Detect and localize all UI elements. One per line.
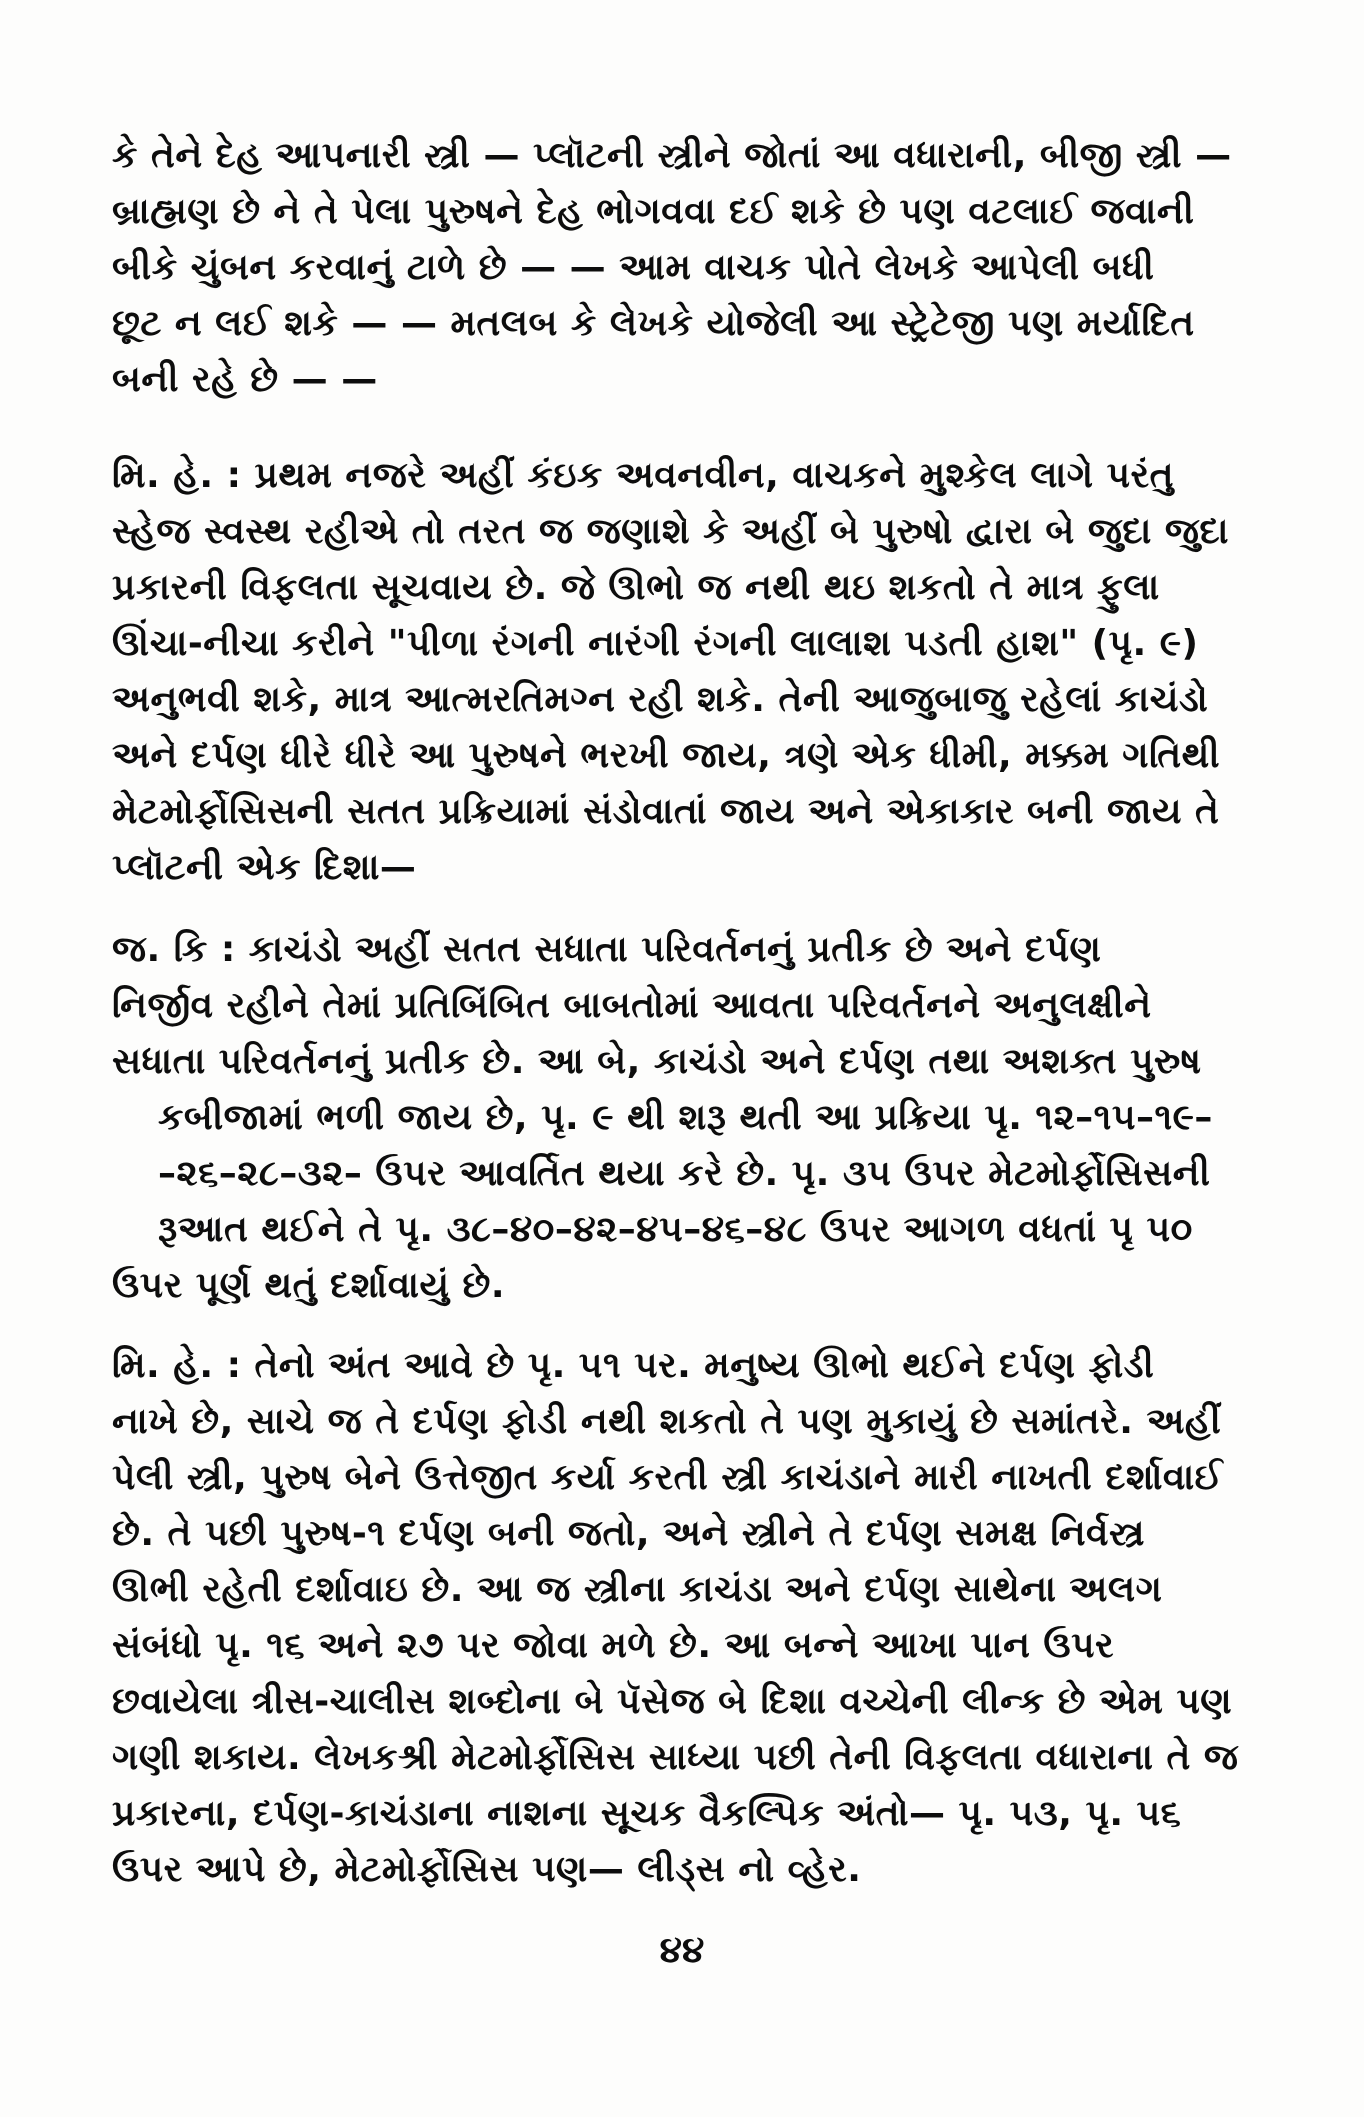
paragraph-4 [112, 1338, 1252, 1898]
text-line: સંબંધો પૃ. ૧૬ અને ૨૭ પર જોવા મળે છે. આ બન્ને આખા પાન ઉપર [112, 1625, 1115, 1666]
text-line: ઊંચા-નીચા કરીને "પીળા રંગની નારંગી રંગની લાલાશ પડતી હાશ" (પૃ. ૯) [112, 623, 1199, 664]
text-line: પ્લૉટની એક દિશા— [112, 847, 417, 888]
text-line: બ્રાહ્મણ છે ને તે પેલા પુરુષને દેહ ભોગવવા દઈ શકે છે પણ વટલાઈ જવાની [112, 191, 1195, 232]
text-line: નાખે છે, સાચે જ તે દર્પણ ફોડી નથી શકતો તે પણ મુકાયું છે સમાંતરે. અહીં [112, 1401, 1222, 1442]
text-line: પ્રકારના, દર્પણ-કાચંડાના નાશના સૂચક વૈકલ્પિક અંતો— પૃ. ૫૩, પૃ. ૫૬ [112, 1793, 1182, 1834]
text-line: ઉપર પૂર્ણ થતું દર્શાવાયું છે. [112, 1265, 505, 1306]
text-line: પ્રકારની વિફલતા સૂચવાય છે. જે ઊભો જ નથી થઇ શકતો તે માત્ર ફુલા [112, 567, 1160, 608]
text-line: ગણી શકાય. લેખકશ્રી મેટમોર્ફોસિસ સાધ્યા પછી તેની વિફલતા વધારાના તે જ [112, 1737, 1239, 1778]
text-line: પેલી સ્ત્રી, પુરુષ બેને ઉત્તેજીત કર્યા કરતી સ્ત્રી કાચંડાને મારી નાખતી દર્શાવાઈ [112, 1457, 1223, 1498]
text-line: સધાતા પરિવર્તનનું પ્રતીક છે. આ બે, કાચંડો અને દર્પણ તથા અશક્ત પુરુષ [112, 1041, 1202, 1082]
text-line: નિર્જીવ રહીને તેમાં પ્રતિબિંબિત બાબતોમાં આવતા પરિવર્તનને અનુલક્ષીને [112, 985, 1152, 1026]
text-line: અનુભવી શકે, માત્ર આત્મરતિમગ્ન રહી શકે. તેની આજુબાજુ રહેલાં કાચંડો [112, 679, 1209, 720]
text-line: છવાયેલા ત્રીસ-ચાલીસ શબ્દોના બે પૅસેજ બે દિશા વચ્ચેની લીન્ક છે એમ પણ [112, 1681, 1233, 1722]
text-line: કબીજામાં ભળી જાય છે, પૃ. ૯ થી શરૂ થતી આ પ્રક્રિયા પૃ. ૧૨–૧૫–૧૯– [158, 1097, 1213, 1138]
text-line: છે. તે પછી પુરુષ-૧ દર્પણ બની જતો, અને સ્ત્રીને તે દર્પણ સમક્ષ નિર્વસ્ત્ર [112, 1513, 1145, 1554]
text-line: ઊભી રહેતી દર્શાવાઇ છે. આ જ સ્ત્રીના કાચંડા અને દર્પણ સાથેના અલગ [112, 1569, 1163, 1610]
text-line: કે તેને દેહ આપનારી સ્ત્રી — પ્લૉટની સ્ત્રીને જોતાં આ વધારાની, બીજી સ્ત્રી — [112, 135, 1232, 176]
text-line: અને દર્પણ ધીરે ધીરે આ પુરુષને ભરખી જાય, ત્રણે એક ધીમી, મક્કમ ગતિથી [112, 735, 1220, 776]
page-number: ૪૪ [659, 1930, 705, 1971]
text-line: સ્હેજ સ્વસ્થ રહીએ તો તરત જ જણાશે કે અહીં બે પુરુષો દ્વારા બે જુદા જુદા [112, 511, 1229, 552]
paragraph-2 [112, 448, 1252, 896]
text-line: છૂટ ન લઈ શકે — — મતલબ કે લેખકે યોજેલી આ સ્ટ્રેટેજી પણ મર્યાદિત [112, 303, 1195, 344]
text-line: મેટમોર્ફોસિસની સતત પ્રક્રિયામાં સંડોવાતાં જાય અને એકાકાર બની જાય તે [112, 791, 1220, 832]
text-line: બીકે ચુંબન કરવાનું ટાળે છે — — આમ વાચક પોતે લેખકે આપેલી બધી [112, 247, 1155, 288]
text-line: –૨૬–૨૮–૩૨– ઉપર આવર્તિત થયા કરે છે. પૃ. ૩૫ ઉપર મેટમોર્ફોસિસની [158, 1153, 1211, 1194]
text-line: જ. કિ : કાચંડો અહીં સતત સધાતા પરિવર્તનનું પ્રતીક છે અને દર્પણ [112, 929, 1102, 970]
text-line: મિ. હે. : તેનો અંત આવે છે પૃ. ૫૧ પર. મનુષ્ય ઊભો થઈને દર્પણ ફોડી [112, 1345, 1155, 1386]
text-line: બની રહે છે — — [112, 359, 378, 400]
text-line: મિ. હે. : પ્રથમ નજરે અહીં કંઇક અવનવીન, વાચકને મુશ્કેલ લાગે પરંતુ [112, 455, 1174, 496]
paragraph-1 [112, 128, 1252, 408]
paragraph-3 [112, 922, 1252, 1314]
text-line: રૂઆત થઈને તે પૃ. ૩૮–૪૦–૪૨–૪૫–૪૬–૪૮ ઉપર આગળ વધતાં પૃ ૫૦ [158, 1209, 1193, 1250]
text-line: ઉપર આપે છે, મેટમોર્ફોસિસ પણ— લીડ્સ નો વ્હેર. [112, 1849, 862, 1890]
